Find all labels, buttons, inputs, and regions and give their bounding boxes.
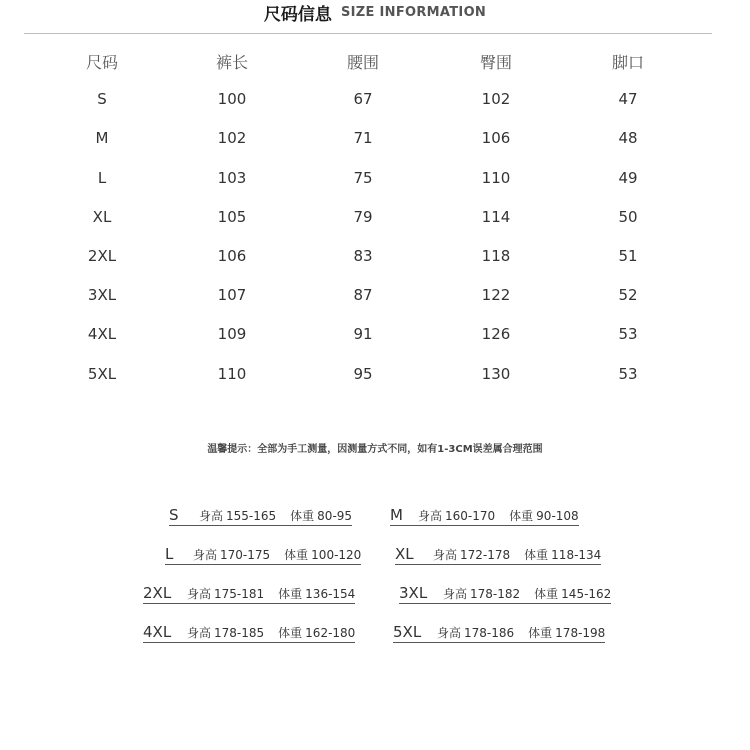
table-cell-waist: 67 — [353, 90, 373, 108]
table-cell-size: M — [95, 129, 109, 147]
table-cell-hip: 110 — [481, 169, 511, 187]
table-cell-size: 2XL — [87, 247, 117, 265]
table-cell-hem: 53 — [618, 325, 638, 343]
table-cell-length: 106 — [217, 247, 247, 265]
size-reference-item — [390, 507, 579, 526]
size-reference-item — [399, 585, 611, 604]
weight-label: 体重 — [509, 509, 534, 523]
measurement-tip: 温馨提示：全部为手工测量，因测量方式不同，如有1-3CM误差属合理范围 — [207, 444, 543, 455]
weight-range: 100-120 — [311, 548, 362, 562]
table-cell-hem: 50 — [618, 208, 638, 226]
height-label: 身高 — [199, 509, 224, 523]
reference-size: XL — [395, 545, 414, 563]
height-label: 身高 — [418, 509, 443, 523]
table-cell-length: 109 — [217, 325, 247, 343]
table-cell-waist: 83 — [353, 247, 373, 265]
table-cell-waist: 79 — [353, 208, 373, 226]
table-cell-hem: 48 — [618, 129, 638, 147]
table-cell-hip: 130 — [481, 365, 511, 383]
weight-range: 162-180 — [305, 626, 356, 640]
table-cell-length: 100 — [217, 90, 247, 108]
table-cell-hem: 47 — [618, 90, 638, 108]
table-cell-waist: 91 — [353, 325, 373, 343]
size-reference-item — [143, 585, 355, 604]
size-reference-item — [393, 624, 605, 643]
table-cell-size: L — [97, 169, 107, 187]
table-cell-length: 107 — [217, 286, 247, 304]
height-range: 170-175 — [220, 548, 271, 562]
height-label: 身高 — [443, 587, 468, 601]
height-range: 178-185 — [214, 626, 265, 640]
size-reference-item — [169, 507, 352, 526]
reference-size: 3XL — [399, 584, 428, 602]
table-cell-length: 102 — [217, 129, 247, 147]
table-cell-hem: 52 — [618, 286, 638, 304]
column-header-hip: 臀围 — [479, 53, 512, 72]
height-range: 172-178 — [460, 548, 511, 562]
weight-label: 体重 — [534, 587, 559, 601]
table-cell-hip: 126 — [481, 325, 511, 343]
table-cell-hip: 118 — [481, 247, 511, 265]
column-header-length: 裤长 — [215, 53, 248, 72]
column-header-hem: 脚口 — [611, 53, 644, 72]
table-cell-length: 110 — [217, 365, 247, 383]
table-cell-waist: 95 — [353, 365, 373, 383]
table-cell-size: S — [97, 90, 107, 108]
table-cell-hip: 122 — [481, 286, 511, 304]
height-label: 身高 — [187, 626, 212, 640]
height-range: 178-186 — [464, 626, 515, 640]
weight-range: 145-162 — [561, 587, 612, 601]
weight-label: 体重 — [284, 548, 309, 562]
size-reference-item — [143, 624, 355, 643]
height-label: 身高 — [437, 626, 462, 640]
weight-label: 体重 — [524, 548, 549, 562]
table-cell-waist: 75 — [353, 169, 373, 187]
size-reference-item — [165, 546, 361, 565]
table-cell-hip: 114 — [481, 208, 511, 226]
table-cell-hem: 53 — [618, 365, 638, 383]
height-range: 155-165 — [226, 509, 277, 523]
reference-size: 4XL — [143, 623, 172, 641]
weight-label: 体重 — [528, 626, 553, 640]
table-cell-size: 3XL — [87, 286, 117, 304]
size-reference-item — [395, 546, 601, 565]
table-cell-size: 4XL — [87, 325, 117, 343]
weight-range: 118-134 — [551, 548, 602, 562]
weight-label: 体重 — [278, 587, 303, 601]
weight-label: 体重 — [278, 626, 303, 640]
table-cell-hip: 106 — [481, 129, 511, 147]
table-cell-waist: 87 — [353, 286, 373, 304]
table-cell-length: 105 — [217, 208, 247, 226]
reference-size: 5XL — [393, 623, 422, 641]
reference-size: L — [165, 545, 174, 563]
height-label: 身高 — [187, 587, 212, 601]
table-cell-size: XL — [92, 208, 112, 226]
height-range: 160-170 — [445, 509, 496, 523]
table-cell-size: 5XL — [87, 365, 117, 383]
weight-range: 136-154 — [305, 587, 356, 601]
page-subtitle: SIZE INFORMATION — [340, 5, 487, 20]
reference-size: S — [169, 506, 179, 524]
column-header-size: 尺码 — [85, 53, 118, 72]
table-cell-length: 103 — [217, 169, 247, 187]
height-range: 175-181 — [214, 587, 265, 601]
table-cell-hip: 102 — [481, 90, 511, 108]
height-range: 178-182 — [470, 587, 521, 601]
column-header-waist: 腰围 — [346, 53, 379, 72]
table-cell-waist: 71 — [353, 129, 373, 147]
table-cell-hem: 49 — [618, 169, 638, 187]
weight-range: 178-198 — [555, 626, 606, 640]
height-label: 身高 — [433, 548, 458, 562]
reference-size: M — [390, 506, 403, 524]
page-title: 尺码信息 — [263, 5, 332, 25]
table-cell-hem: 51 — [618, 247, 638, 265]
weight-range: 90-108 — [536, 509, 579, 523]
height-label: 身高 — [193, 548, 218, 562]
weight-range: 80-95 — [317, 509, 353, 523]
reference-size: 2XL — [143, 584, 172, 602]
weight-label: 体重 — [290, 509, 315, 523]
